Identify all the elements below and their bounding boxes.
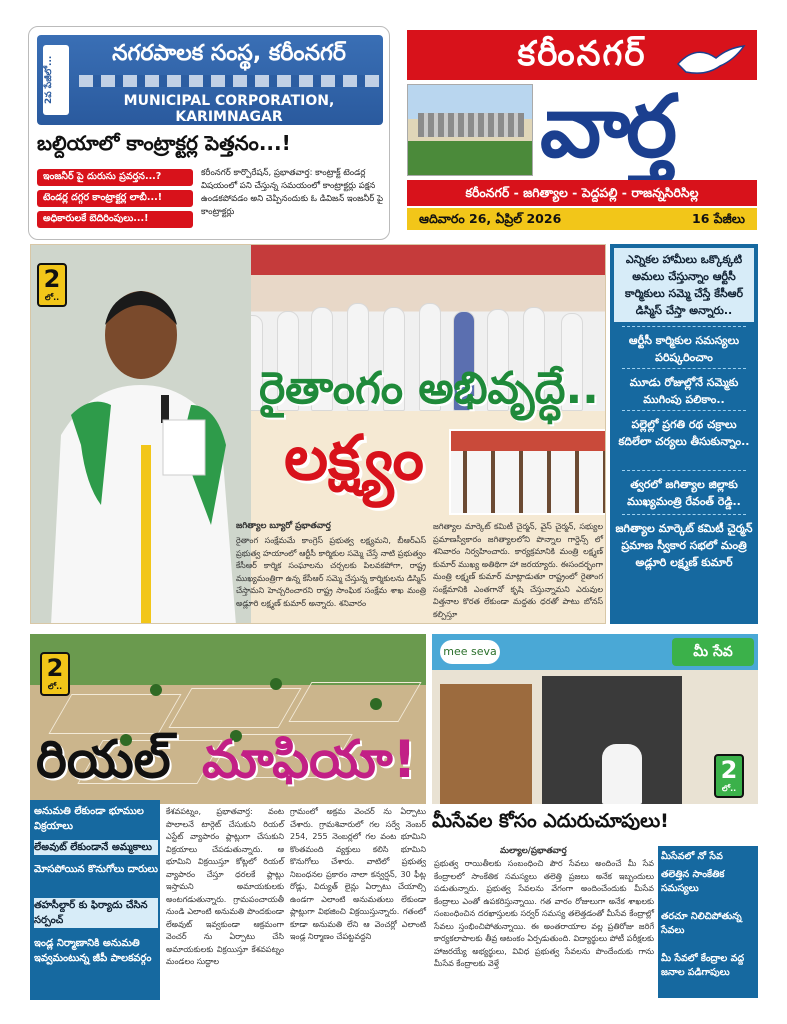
meeseva-headline[interactable]: మీసేవల కోసం ఎదురుచూపులు! [432,810,669,832]
plot-outline [288,682,421,722]
divider [622,368,746,369]
masthead-date-bar [407,208,757,230]
highlight-item: ఆర్టీసీ కార్మికుల సమస్యలు పరిష్కరించాం [628,334,740,364]
meeseva-highlights [658,846,758,998]
crowd-photo [449,429,606,515]
highlight-item: మోసపోయిన కొనుగోలు దారులు [34,864,158,875]
teaser-tag: ఇంజనీర్ పై దురుసు ప్రవర్తన...? [37,169,193,186]
page-two-badge: 2 లో.. [714,754,744,798]
sign-english-text: MUNICIPAL CORPORATION, KARIMNAGAR [123,93,335,125]
page-ref-tag: 2వ పేజీలో... [43,45,69,115]
masthead-districts: కరీంనగర్ - జగిత్యాల - పెద్దపల్లి - రాజన్నసిరిసిల్ల [407,180,757,206]
dam-wall [418,113,524,137]
teaser-tag: టెండర్ల దగ్గర కాంట్రాక్టర్ల లాబీ...! [37,190,193,207]
plot-outline [48,694,181,734]
highlight-item: ఎన్నికల హామీలు ఒక్కొక్కటి అమలు చేస్తున్నాం ఆర్టీసీ కార్మికులు సమ్మె చేస్తే కేసీఆర్ డిస్మిస్ చేస్తా అన్నారు.. [614,248,754,322]
highlight-item: తహసీల్దార్ కు ఫిర్యాదు చేసిన సర్పంచ్ [34,898,158,928]
dam-photo [407,84,533,176]
page-two-badge: 2 లో.. [40,652,70,696]
masthead-title: వార్త [540,77,674,177]
real-estate-body-col1: కేశవపట్నం, ప్రభాతవార్త: వంట పొలాలనే టార్గెట్ చేసుకుని రియల్ ఎస్టేట్ వ్యాపారం ప్లాట్లుగా చేసుకుని విక్రయాలు చేపడుతున్నారు. ఆ భూమిని విక్రయిస్తూ కోట్లలో రియల్ వ్యాపారం చేస్తూ ధరలకే ప్లాట్లు ఇస్తామని అమాయకులకు అంటగడుతున్నారు. గ్రామపంచాయతీ నుండి ఎలాంటి అనుమతి పొందకుండా లేఅవుట్ ఇవ్వకుండా ఆక్రమంగా వెంచర్ ను ఏర్పాటు చేసి అమాయకులకు విక్రయిస్తూ కేశవపట్నం మండలం సుద్దాల [166,807,284,966]
masthead-city: కరీంనగర్ [517,34,647,74]
main-body-col1: రైతాంగ సంక్షేమమే కాంగ్రెస్ ప్రభుత్వ లక్ష్యమని, బీఆర్ఎస్ ప్రభుత్వ హయాంలో ఆర్టీసీ కార్మికుల సమ్మె చేస్తే నాటి ప్రభుత్వం కేసీఆర్ కార్మిక సంఘాలను చర్చలకు పిలవకపోగా, రాష్ట్ర ముఖ్యమంత్రిగా ఉన్న కేసీఆర్ సమ్మె చేస్తున్న కార్మికులను డిస్మిస్ చేస్తామని హెచ్చరించారని రాష్ట్ర సాంఘిక సంక్షేమ శాఖ మంత్రి అడ్లూరి లక్ష్మణ్ కుమార్ అన్నారు. శనివారం [236,536,426,608]
main-highlights-panel [610,244,758,624]
page-count: 16 పేజీలు [692,211,745,226]
meeseva-photo [432,634,758,804]
sign-telugu-text: నగరపాలక సంస్థ, కరీంనగర్ [112,41,346,66]
real-estate-headline-2[interactable]: మాఫియా! [202,730,417,790]
real-estate-highlights [30,800,160,1000]
tree [370,698,382,710]
divider [622,410,746,411]
meeseva-board [432,634,758,670]
main-headline-line1[interactable]: రైతాంగం అభివృద్ధే.. [259,363,599,414]
municipal-sign-photo [37,35,383,125]
person [602,744,642,804]
highlight-item: మీసేవలో నో సేవ [661,851,723,862]
main-headline-line2[interactable]: లక్ష్యం [284,421,424,494]
highlight-item: మూడు రోజుల్లోనే సమ్మెకు ముగింపు పలికాం.. [629,376,739,406]
highlight-item: తలెత్తిన సాంకేతిక సమస్యలు [661,869,725,894]
crowd-backdrop [451,431,606,451]
divider [622,326,746,327]
plot-outline [168,688,301,728]
page-two-badge: 2 లో.. [37,263,67,307]
tree [150,684,162,696]
shutter-door [440,684,532,804]
highlight-item: త్వరలో జగిత్యాల జిల్లాకు ముఖ్యమంత్రి రేవంత్ రెడ్డి.. [627,478,741,508]
meeseva-logo: mee seva [440,640,500,664]
main-story[interactable] [30,244,606,624]
teaser-tag: అధికారులకే బెదిరింపులు...! [37,211,193,228]
teaser-body: కరీంనగర్ కార్పొరేషన్, ప్రభాతవార్త: కాంట్రాక్ట్ టెండర్ల విషయంలో పని చేస్తున్న సమయంలో కాంట్రాక్టర్లు పక్షన ఉండకపోవడం అని చెప్పినందుకు ఓ డివిజన్ ఇంజనీర్ పై కాంట్రాక్టర్లు [201,168,384,217]
tree [270,678,282,690]
issue-date: ఆదివారం 26, ఏప్రిల్ 2026 [419,211,562,226]
divider [622,514,746,515]
highlight-item: ఇండ్ల నిర్మాణానికి అనుమతి ఇవ్వమంటున్న జీపీ పాలకవర్గం [34,938,152,964]
lead-teaser-box[interactable] [28,26,390,240]
main-byline: జగిత్యాల బ్యూరో ప్రభాతవార్త [236,521,331,531]
highlight-item: పల్లెల్లో ప్రగతి రథ చక్రాలు కదిలేలా చర్యలు తీసుకున్నాం.. [618,418,750,448]
highlight-item: జగిత్యాల మార్కెట్ కమిటీ చైర్మన్ ప్రమాణ స్వీకార సభలో మంత్రి అడ్లూరి లక్ష్మణ్ కుమార్ [615,522,753,569]
meeseva-board-right: మీ సేవ [672,638,754,666]
highlight-item: తరచూ నిలిచిపోతున్న సేవలు [661,911,742,936]
highlight-item: అనుమతి లేకుండా భూముల విక్రయాలు [34,806,144,832]
main-body-col2: జగిత్యాల మార్కెట్ కమిటీ చైర్మన్, వైస్ చైర్మన్, సభ్యుల ప్రమాణస్వీకారం జగిత్యాలలోని పొన్నాల గార్డెన్స్ లో శనివారం నిర్వహించారు. కార్యక్రమానికి మంత్రి లక్ష్మణ్ కుమార్ ముఖ్య అతిథిగా హా జరయ్యారు. ఈసందర్భంగా మంత్రి లక్ష్మణ్ కుమార్ మాట్లాడుతూ రాష్ట్రంలో రైతాంగ సంక్షేమానికి ఎంతగానో కృషి చేస్తున్నామని ఎరువుల విత్తనాల కొరత లేకుండా మద్దతు ధరతో పాటు బోనస్ కల్పిస్తూ [433,522,603,619]
highlight-item: లేఅవుట్ లేకుండానే అమ్మకాలు [34,840,158,855]
meeseva-body: ప్రభుత్వ రాయితీలకు సంబంధించి పౌర సేవలు అందించే మీ సేవ కేంద్రాలలో సాంకేతిక సమస్యలు తలెత్తి ప్రజలు అనేక ఇబ్బందులు పడుతున్నారు. ప్రభుత్వ సేవలను వేగంగా అందించేందుకు మీసేవ కేంద్రాలు ఎంతో ఉపకరిస్తున్నాయి. గత వారం రోజులుగా అనేక శాఖలకు సంబంధించిన దరఖాస్తులకు సర్వర్ సమస్య తలెత్తడంతో మీసేవ కేంద్రాల్లో సేవలు స్తంభించిపోతున్నాయి. ఈ అంతరాయాల వల్ల ప్రతిరోజు జరిగే కార్యకలాపాలకు తీవ్ర ఆటంకం ఏర్పడుతుంది. విద్యార్థులు పోటీ పరీక్షలకు హాజరయ్యే అభ్యర్థులు, వివిధ ప్రభుత్వ సేవలను పొందేందుకు గాను మీసేవ కేంద్రాలకు వెళ్తే [434,859,654,968]
sign-decoration [79,75,379,87]
divider [622,470,746,471]
real-estate-headline-1[interactable]: రియల్ [36,730,171,790]
highlight-item: మీ సేవలో కేంద్రాల వద్ద జనాల పడిగాపులు [661,953,745,978]
teaser-headline[interactable]: బల్దియాలో కాంట్రాక్టర్ల పెత్తనం...! [37,131,291,155]
real-estate-body-col2: గ్రామంలో అక్రమ వెంచర్ ను ఏర్పాటు చేశారు. గ్రామశివారులో గల సర్వే నెంబర్ 254, 255 నెంబర్లలో గల వంట భూమిని కొంతమంది వ్యక్తులు కలిసి భూమిని కొనుగోలు చేశారు. వాటిలో ప్రభుత్వ నిబంధనల ప్రకారం నాలా కన్వర్షన్, 30 ఫీట్ల రోడ్లు, విద్యుత్ లైన్లు ఏర్పాటు చేయాల్సి ఉండగా ఎలాంటి అనుమతులు లేకుండా ప్లాట్లుగా విభజించి విక్రయిస్తున్నారు. గతంలో కూడా అనుమతి లేని ఆ వెంచర్లో ఎలాంటి ఇండ్ల నిర్మాణం చేపట్టవద్దని [290,807,426,941]
meeseva-byline: మల్యాల/ప్రభాతవార్త [500,846,567,856]
